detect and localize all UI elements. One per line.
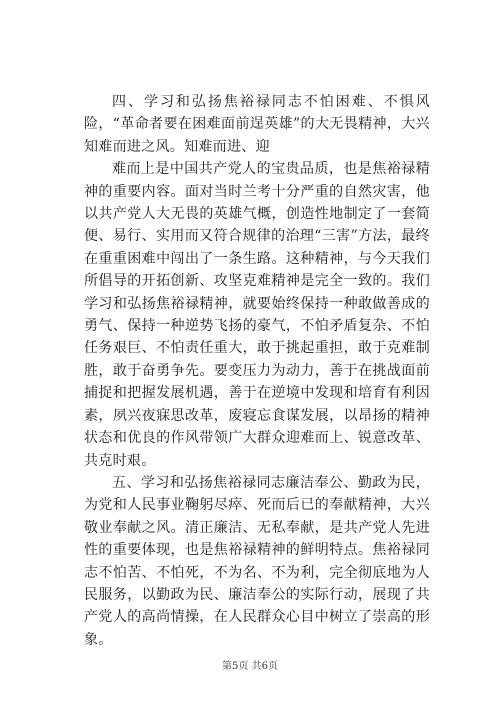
paragraph-section-four: 四、学习和弘扬焦裕禄同志不怕困难、不惧风险，“革命者要在困难面前逞英雄”的大无畏精神，大兴知难而进之风。知难而进、迎 (84, 94, 430, 155)
page-footer: 第5页 共6页 (222, 661, 278, 672)
document-body (84, 91, 430, 651)
paragraph-section-five: 五、学习和弘扬焦裕禄同志廉洁奉公、勤政为民，为党和人民事业鞠躬尽瘁、死而后已的奉献精神，大兴敬业奉献之风。清正廉洁、无私奉献，是共产党人先进性的重要体现，也是焦裕禄精神的鲜明特点。焦裕禄同志不怕苦、不怕死，不为名、不为利，完全彻底地为人民服务，以勤政为民、廉洁奉公的实际行动，展现了共产党人的高尚情操，在人民群众心目中树立了崇高的形象。 (84, 474, 430, 648)
paragraph-section-four-continued: 难而上是中国共产党人的宝贵品质，也是焦裕禄精神的重要内容。面对当时兰考十分严重的自然灾害，他以共产党人大无畏的英雄气概，创造性地制定了一套简便、易行、实用而又符合规律的治理“三害”方法，最终在重重困难中闯出了一条生路。这种精神，与今天我们所倡导的开拓创新、攻坚克难精神是完全一致的。我们学习和弘扬焦裕禄精神，就要始终保持一种敢做善成的勇气、保持一种逆势飞扬的豪气，不怕矛盾复杂、不怕任务艰巨、不怕责任重大，敢于挑起重担，敢于克难制胜，敢于奋勇争先。要变压力为动力，善于在挑战面前捕捉和把握发展机遇，善于在逆境中发现和培育有利因素，夙兴夜寐思改革，废寝忘食谋发展，以昂扬的精神状态和优良的作风带领广大群众迎难而上、锐意改革、共克时艰。 (84, 161, 430, 469)
